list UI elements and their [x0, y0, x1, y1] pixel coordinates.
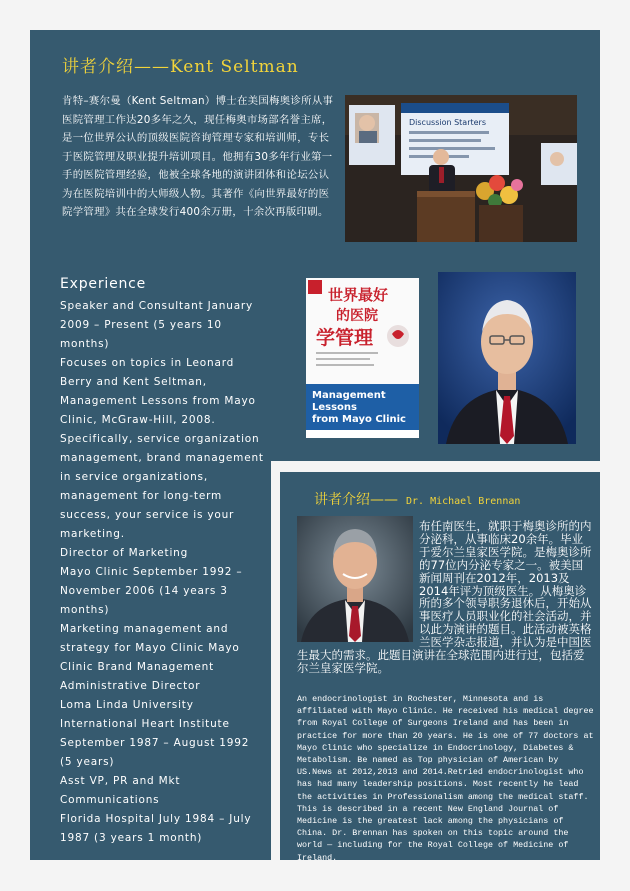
speaker1-title: 讲者介绍——Kent Seltman: [62, 57, 299, 77]
experience-item: Florida Hospital July 1984 – July 1987 (3 years 1 month): [60, 813, 252, 844]
speaker2-title-en: Dr. Michael Brennan: [406, 496, 521, 507]
experience-item: Speaker and Consultant January 2009 – Present (5 years 10 months): [60, 300, 254, 350]
lecture-photo: [345, 95, 577, 242]
book-title-line3: 学管理: [316, 327, 374, 349]
experience-heading: Experience: [60, 276, 147, 292]
speaker2-bio-cn: [297, 520, 593, 675]
portrait-spacer: [297, 520, 419, 648]
lecture-illustration: [345, 95, 577, 242]
book-cover-art: [306, 278, 419, 438]
book-subtitle-line2: Lessons: [312, 402, 357, 413]
speaker2-title-cn: 讲者介绍——: [314, 492, 398, 508]
experience-list: [60, 297, 265, 848]
experience-item: Loma Linda University International Heart Institute September 1987 – August 1992 (5 years): [60, 699, 250, 768]
speaker2-bio-cn-text: 布任南医生，就职于梅奥诊所的内分泌科，从事临床20余年。毕业于爱尔兰皇家医学院。是梅奥诊所的77位内分泌专家之一。被美国新闻周刊在2012年，2013及2014年评为顶级医生。从梅奥诊所的多个领导职务退休后，开始从事医疗人员职业化的社会活动，并以此为演讲的题目。此活动被英格兰医学杂志报道，并认为是中国医生最大的需求。此题目演讲在全球范围内进行过，包括爱尔兰皇家医学院。: [297, 519, 592, 675]
experience-item: Asst VP, PR and Mkt Communications: [60, 775, 181, 806]
book-subtitle-line3: from Mayo Clinic: [312, 414, 406, 425]
speaker2-title: [314, 489, 520, 509]
experience-item: Mayo Clinic September 1992 – November 2006 (14 years 3 months): [60, 566, 243, 616]
experience-item: Administrative Director: [60, 680, 201, 692]
book-title-line1: 世界最好: [328, 286, 389, 304]
experience-item: Focuses on topics in Leonard Berry and Kent Seltman, Management Lessons from Mayo Clinic, McGraw-Hill, 2008. Specifically, service organization management, brand management in service organizations, management for long-term success, your service is your marketing.: [60, 357, 264, 540]
book-subtitle-line1: Management: [312, 390, 386, 401]
slide-title: Discussion Starters: [409, 118, 487, 127]
speaker1-bio: 肯特–赛尔曼（Kent Seltman）博士在美国梅奥诊所从事医院管理工作达20多年之久，现任梅奥市场部名誉主席，是一位世界公认的顶级医院咨询管理专家和培训师，专长于医院管理及职业提升培训项目。他拥有30多年行业第一手的医院管理经验，他被全球各地的演讲团体和论坛公认为在医院培训中的大师级人物。其著作《向世界最好的医院学管理》共在全球发行400余万册，十余次再版印刷。: [62, 95, 334, 218]
experience-item: Director of Marketing: [60, 547, 189, 559]
speaker2-bio-en: An endocrinologist in Rochester, Minnesota and is affiliated with Mayo Clinic. He received his medical degree from Royal College of Surgeons Ireland and has been in practice for more than 20 years. He is one of 77 doctors at Mayo Clinic who specialize in Endocrinology, Diabetes & Metabolism. Be named as Top physician of American by US.News at 2012,2013 and 2014.Retried endocrinologist who has had many leadership positions. Most recently he lead the activities in Professionalism among the medical staff. This is described in a recent New England Journal of Medicine is the greatest lack among the physicians of China. Dr. Brennan has spoken on this topic around the world — including for the Royal College of Medicine of Ireland.: [297, 694, 594, 863]
book-cover: [306, 278, 419, 438]
book-title-line2: 的医院: [336, 308, 378, 324]
experience-item: Marketing management and strategy for Mayo Clinic Mayo Clinic Brand Management: [60, 623, 240, 673]
kent-seltman-portrait: [438, 272, 576, 444]
portrait-illustration: [438, 272, 576, 444]
